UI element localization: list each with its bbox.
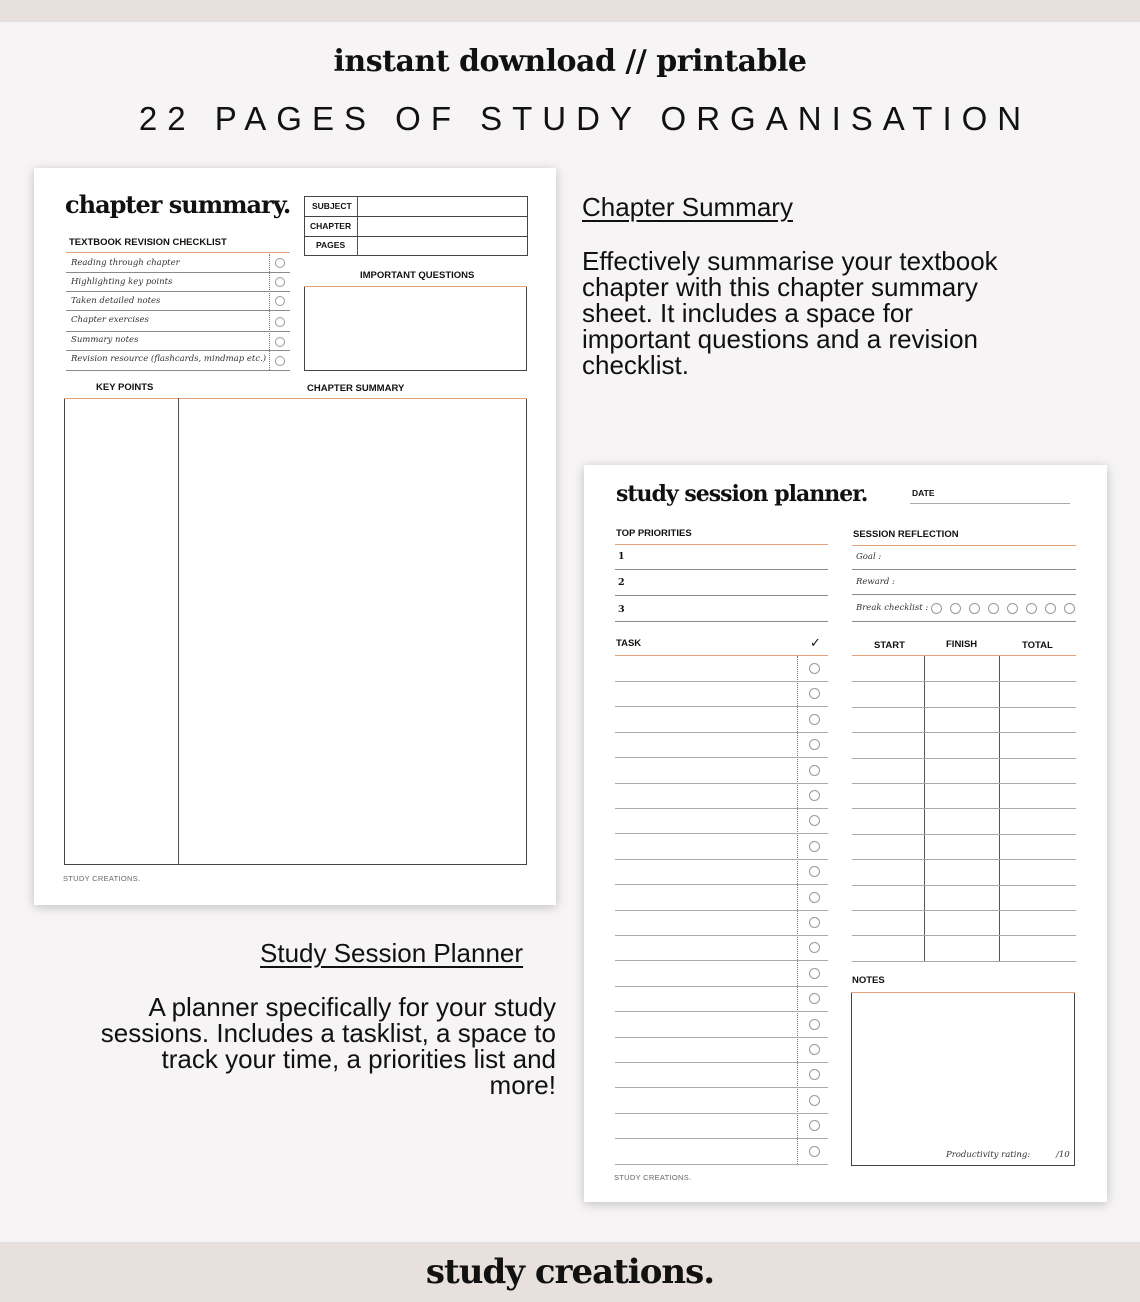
task-checkbox[interactable] bbox=[809, 739, 820, 750]
task-line bbox=[615, 910, 828, 911]
task-checkbox[interactable] bbox=[809, 663, 820, 674]
key-points-divider bbox=[178, 398, 179, 865]
desc-line: sessions. Includes a tasklist, a space to bbox=[100, 1018, 556, 1048]
task-line bbox=[615, 783, 828, 784]
reflection-title: SESSION REFLECTION bbox=[853, 529, 959, 540]
info-label-pages: PAGES bbox=[316, 240, 346, 250]
checklist-item: Chapter exercises bbox=[71, 315, 149, 325]
break-circle[interactable] bbox=[1064, 603, 1075, 614]
checklist-title: TEXTBOOK REVISION CHECKLIST bbox=[69, 237, 227, 248]
row-rule bbox=[66, 350, 290, 351]
brand-wordmark: study creations. bbox=[425, 1252, 715, 1292]
task-line bbox=[615, 1037, 828, 1038]
task-line bbox=[615, 1062, 828, 1063]
checklist-circle[interactable] bbox=[275, 337, 285, 347]
task-line bbox=[615, 859, 828, 860]
task-checkbox[interactable] bbox=[809, 815, 820, 826]
priority-number: 2 bbox=[618, 577, 625, 588]
task-checkbox[interactable] bbox=[809, 942, 820, 953]
task-checkbox[interactable] bbox=[809, 1069, 820, 1080]
checklist-rule bbox=[66, 252, 290, 253]
desc-line: important questions and a revision bbox=[582, 324, 979, 354]
notes-title: NOTES bbox=[852, 975, 885, 986]
time-line bbox=[852, 910, 1076, 911]
time-header-start: START bbox=[874, 640, 905, 651]
study-session-planner-sheet bbox=[584, 465, 1107, 1202]
planner-desc-body bbox=[30, 994, 556, 1098]
time-line bbox=[852, 707, 1076, 708]
break-circle[interactable] bbox=[1045, 603, 1056, 614]
task-line bbox=[615, 960, 828, 961]
task-checkbox[interactable] bbox=[809, 688, 820, 699]
task-checkbox[interactable] bbox=[809, 1146, 820, 1157]
checklist-item: Reading through chapter bbox=[71, 258, 180, 268]
break-circle[interactable] bbox=[988, 603, 999, 614]
task-checkbox[interactable] bbox=[809, 790, 820, 801]
task-checkbox[interactable] bbox=[809, 714, 820, 725]
tagline: instant download // printable bbox=[333, 44, 807, 79]
time-line bbox=[852, 859, 1076, 860]
task-line bbox=[615, 808, 828, 809]
task-line bbox=[615, 884, 828, 885]
info-label-chapter: CHAPTER bbox=[310, 221, 352, 231]
task-checkbox[interactable] bbox=[809, 765, 820, 776]
checklist-item: Highlighting key points bbox=[71, 277, 173, 287]
break-circle[interactable] bbox=[1026, 603, 1037, 614]
checklist-item: Revision resource (flashcards, mindmap etc.) bbox=[71, 354, 267, 364]
chapter-sheet-footer: STUDY CREATIONS. bbox=[63, 874, 141, 883]
questions-top-rule bbox=[304, 286, 527, 287]
time-line bbox=[852, 732, 1076, 733]
row-rule bbox=[66, 272, 290, 273]
time-line bbox=[852, 834, 1076, 835]
info-row-rule bbox=[304, 236, 528, 237]
reward-line bbox=[852, 594, 1076, 595]
date-label: DATE bbox=[912, 488, 935, 498]
task-line bbox=[615, 706, 828, 707]
task-check-icon: ✓ bbox=[810, 635, 821, 650]
reward-label: Reward : bbox=[856, 577, 895, 587]
planner-sheet-footer: STUDY CREATIONS. bbox=[614, 1173, 692, 1182]
break-circle[interactable] bbox=[969, 603, 980, 614]
task-line bbox=[615, 1138, 828, 1139]
break-line bbox=[852, 621, 1076, 622]
date-line bbox=[910, 503, 1070, 504]
time-line bbox=[852, 758, 1076, 759]
priority-line bbox=[615, 569, 828, 570]
info-row-rule bbox=[304, 216, 528, 217]
time-line bbox=[852, 885, 1076, 886]
chapter-summary-sheet bbox=[34, 168, 556, 905]
notes-top-rule bbox=[851, 992, 1075, 993]
time-line bbox=[852, 681, 1076, 682]
goal-label: Goal : bbox=[856, 552, 882, 562]
break-circle[interactable] bbox=[950, 603, 961, 614]
checklist-circle[interactable] bbox=[275, 296, 285, 306]
time-header-finish: FINISH bbox=[946, 639, 978, 650]
notes-top-rule bbox=[64, 398, 527, 399]
task-line bbox=[615, 757, 828, 758]
task-checkbox[interactable] bbox=[809, 1120, 820, 1131]
break-checklist-label: Break checklist : bbox=[856, 603, 929, 613]
priority-number: 1 bbox=[618, 551, 625, 562]
questions-box[interactable] bbox=[304, 286, 527, 371]
time-line bbox=[852, 808, 1076, 809]
chapter-summary-title: CHAPTER SUMMARY bbox=[307, 383, 405, 394]
task-checkbox[interactable] bbox=[809, 841, 820, 852]
desc-line: sheet. It includes a space for bbox=[582, 298, 913, 328]
time-line bbox=[852, 961, 1076, 962]
notes-box[interactable] bbox=[851, 992, 1075, 1166]
time-header-total: TOTAL bbox=[1022, 640, 1053, 651]
task-line bbox=[615, 681, 828, 682]
questions-title: IMPORTANT QUESTIONS bbox=[360, 270, 475, 281]
chapter-desc-title: Chapter Summary bbox=[582, 192, 793, 222]
desc-line: checklist. bbox=[582, 350, 689, 380]
reflection-rule bbox=[852, 545, 1076, 546]
planner-sheet-title: study session planner. bbox=[616, 481, 868, 507]
task-checkbox[interactable] bbox=[809, 892, 820, 903]
checklist-item: Summary notes bbox=[71, 335, 139, 345]
desc-line: Effectively summarise your textbook bbox=[582, 246, 998, 276]
top-band bbox=[0, 0, 1140, 22]
checklist-circle[interactable] bbox=[275, 317, 285, 327]
desc-line: track your time, a priorities list and bbox=[161, 1044, 556, 1074]
checklist-circle[interactable] bbox=[275, 277, 285, 287]
task-checkbox[interactable] bbox=[809, 993, 820, 1004]
key-points-title: KEY POINTS bbox=[96, 382, 154, 393]
task-line bbox=[615, 833, 828, 834]
task-line bbox=[615, 935, 828, 936]
time-line bbox=[852, 935, 1076, 936]
time-line bbox=[852, 783, 1076, 784]
desc-line: A planner specifically for your study bbox=[148, 992, 556, 1022]
info-label-subject: SUBJECT bbox=[312, 201, 352, 211]
task-line bbox=[615, 1087, 828, 1088]
priority-line bbox=[615, 595, 828, 596]
priority-line bbox=[615, 621, 828, 622]
key-points-box[interactable] bbox=[64, 398, 527, 865]
task-line bbox=[615, 1011, 828, 1012]
task-line bbox=[615, 1113, 828, 1114]
chapter-desc-body bbox=[582, 248, 1102, 378]
priorities-rule bbox=[615, 544, 828, 545]
goal-line bbox=[852, 569, 1076, 570]
productivity-scale: /10 bbox=[1056, 1150, 1070, 1160]
headline: 22 PAGES OF STUDY ORGANISATION bbox=[138, 100, 1032, 137]
task-title: TASK bbox=[616, 638, 642, 649]
chapter-sheet-title: chapter summary. bbox=[65, 190, 291, 219]
planner-desc-title: Study Session Planner bbox=[260, 938, 524, 968]
info-table-divider bbox=[357, 196, 358, 256]
row-rule bbox=[66, 331, 290, 332]
task-checkbox[interactable] bbox=[809, 968, 820, 979]
task-line bbox=[615, 1164, 828, 1165]
desc-line: more! bbox=[489, 1070, 556, 1100]
row-rule bbox=[66, 310, 290, 311]
checklist-circle[interactable] bbox=[275, 258, 285, 268]
task-checkbox[interactable] bbox=[809, 1095, 820, 1106]
checklist-item: Taken detailed notes bbox=[71, 296, 161, 306]
desc-line: chapter with this chapter summary bbox=[582, 272, 978, 302]
row-rule bbox=[66, 370, 290, 371]
task-line bbox=[615, 986, 828, 987]
break-circle[interactable] bbox=[1007, 603, 1018, 614]
row-rule bbox=[66, 291, 290, 292]
task-checkbox[interactable] bbox=[809, 1044, 820, 1055]
time-rule bbox=[852, 655, 1076, 656]
productivity-label: Productivity rating: bbox=[946, 1150, 1031, 1160]
task-checkbox[interactable] bbox=[809, 866, 820, 877]
task-checkbox[interactable] bbox=[809, 1019, 820, 1030]
priority-number: 3 bbox=[618, 604, 625, 615]
checklist-circle[interactable] bbox=[275, 356, 285, 366]
task-line bbox=[615, 732, 828, 733]
priorities-title: TOP PRIORITIES bbox=[616, 528, 692, 539]
task-checkbox[interactable] bbox=[809, 917, 820, 928]
break-circle[interactable] bbox=[931, 603, 942, 614]
